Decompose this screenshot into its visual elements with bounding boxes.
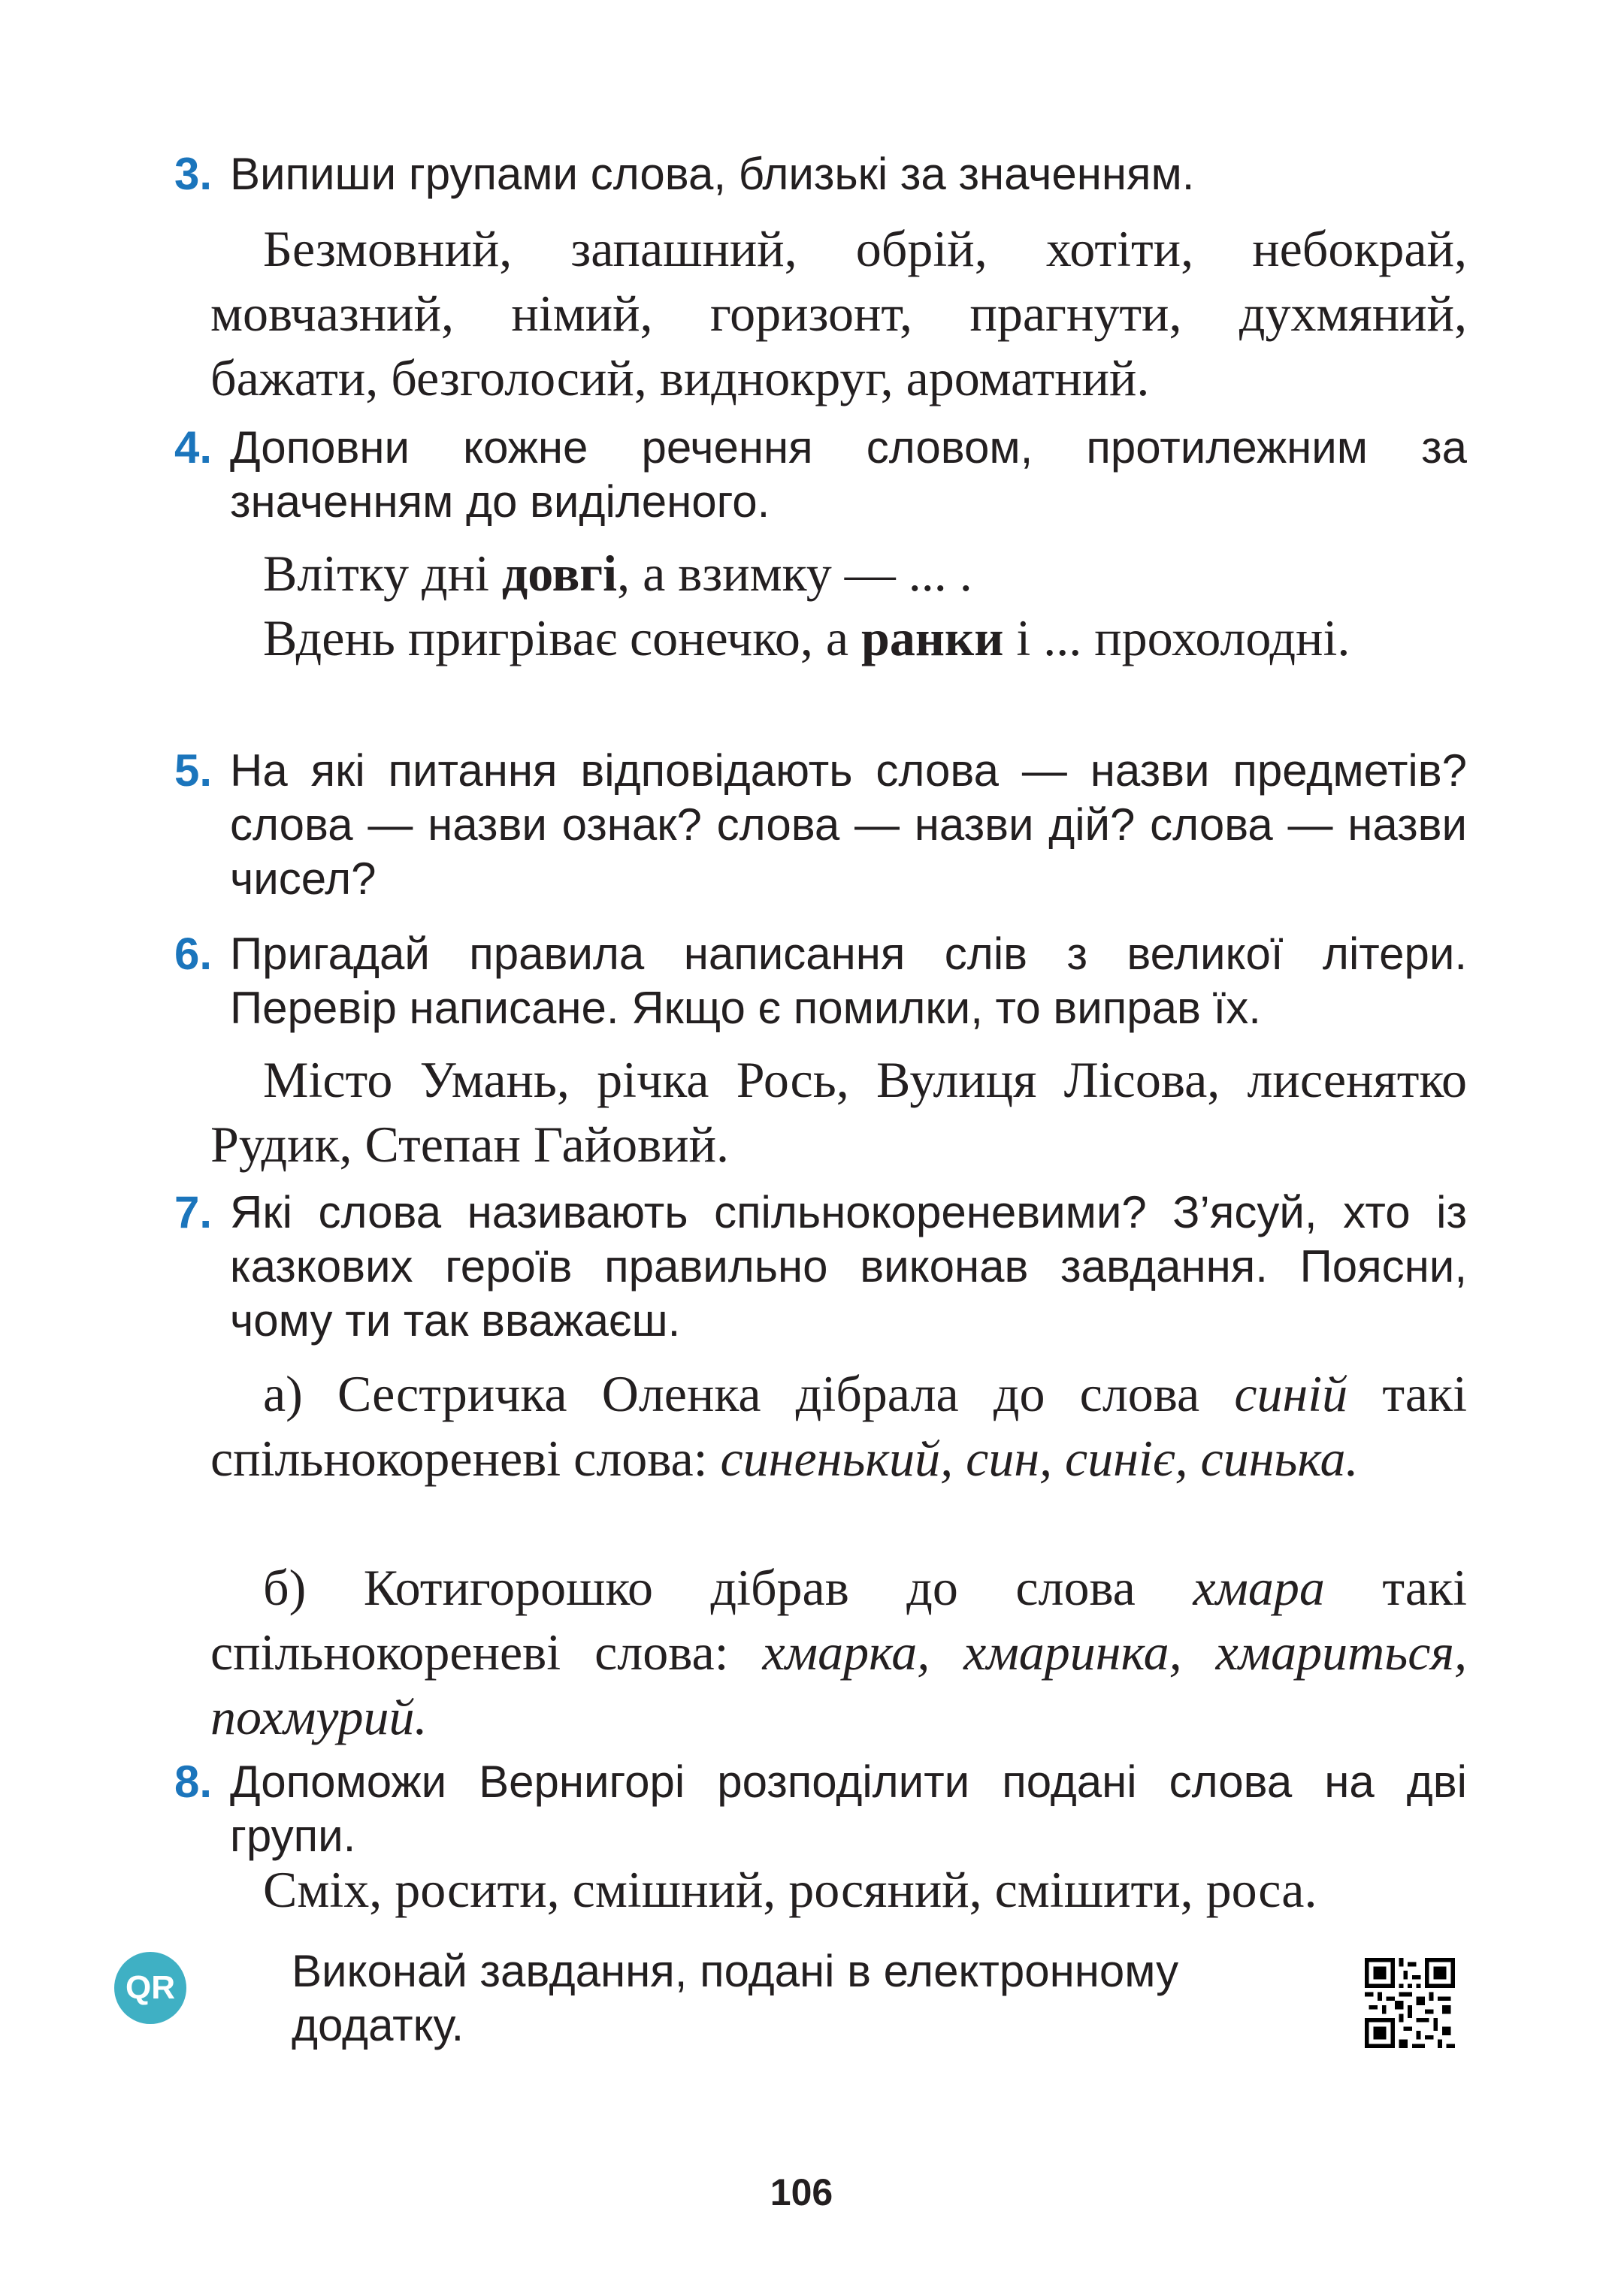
exercise-8-text: Сміх, росити, смішний, росяний, смішити, роса. bbox=[263, 1861, 1317, 1918]
task-7 bbox=[174, 1186, 1467, 1348]
task-8 bbox=[174, 1755, 1467, 1863]
exercise-7-option-a: а) Сестричка Оленка дібрала до слова синій такі спільнокореневі слова: синенький, син, синіє, синька. bbox=[210, 1365, 1467, 1487]
highlighted-word: довгі bbox=[501, 545, 618, 602]
task-number: 4. bbox=[174, 422, 213, 473]
exercise-4-sentence-1: Влітку дні довгі, а взимку — ... . bbox=[263, 545, 972, 602]
exercise-3-text: Безмовний, запашний, обрій, хотіти, небокрай, мовчазний, німий, горизонт, прагнути, духмяний, бажати, безголосий, виднокруг, ароматний. bbox=[210, 220, 1467, 406]
task-number: 3. bbox=[174, 149, 213, 199]
exercise-6-text: Місто Умань, річка Рось, Вулиця Лісова, лисенятко Рудик, Степан Гайовий. bbox=[210, 1051, 1467, 1173]
task-4 bbox=[174, 421, 1467, 529]
task-instruction: Допоможи Вернигорі розподілити подані слова на дві групи. bbox=[230, 1757, 1467, 1861]
task-instruction: Які слова називають спільнокореневими? З’ясуй, хто із казкових героїв правильно виконав завдання. Поясни, чому ти так вважаєш. bbox=[230, 1187, 1467, 1346]
task-instruction: Пригадай правила написання слів з великої літери. Перевір написане. Якщо є помилки, то виправ їх. bbox=[230, 929, 1467, 1033]
task-number: 8. bbox=[174, 1757, 213, 1807]
task-number: 6. bbox=[174, 929, 213, 979]
highlighted-word: ранки bbox=[861, 609, 1004, 666]
exercise-7-option-b: б) Котигорошко дібрав до слова хмара такі спільнокореневі слова: хмарка, хмаринка, хмариться, похмурий. bbox=[210, 1559, 1467, 1745]
exercise-4-sentence-2: Вдень пригріває сонечко, а ранки і ... прохолодні. bbox=[263, 609, 1350, 666]
task-number: 7. bbox=[174, 1187, 213, 1237]
page-number: 106 bbox=[770, 2171, 833, 2213]
qr-instruction: Виконай завдання, подані в електронному додатку. bbox=[292, 1946, 1179, 2050]
task-3 bbox=[174, 147, 1467, 201]
task-instruction: На які питання відповідають слова — назви предметів? слова — назви ознак? слова — назви дій? слова — назви чисел? bbox=[230, 745, 1467, 904]
qr-badge-icon: QR bbox=[114, 1952, 186, 2024]
task-instruction: Випиши групами слова, близькі за значенням. bbox=[230, 149, 1195, 199]
task-instruction: Доповни кожне речення словом, протилежним за значенням до виділеного. bbox=[230, 422, 1467, 527]
task-6 bbox=[174, 927, 1467, 1035]
qr-code-icon[interactable] bbox=[1365, 1958, 1455, 2048]
task-5 bbox=[174, 744, 1467, 906]
task-number: 5. bbox=[174, 745, 213, 796]
